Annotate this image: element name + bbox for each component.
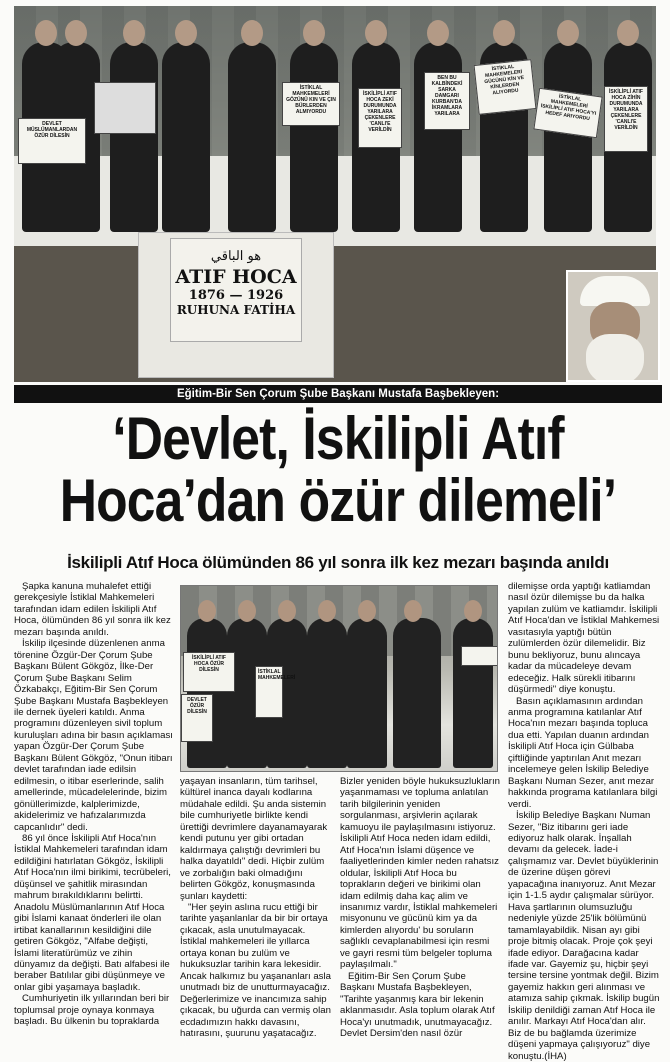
paragraph: Basın açıklamasının ardından anma programına katılanlar Atıf Hoca'nın mezarı başında topluca dua etti. Yapılan duanın ardından İskilipli Atıf Hoca için Gülbaba çiftliğinde yaptırılan Anıt mezarı incelemeye gelen İskilip Belediye Başkanı Numan Sezer, anıt mezar hakkında programa katılanlara bilgi verdi. [508,695,658,810]
person [290,42,338,232]
person [307,618,347,768]
paragraph: Cumhuriyetin ilk yıllarından beri bir toplumsal proje oynaya konmaya başladı. Bu ülkenin bu topraklarda [14,993,170,1028]
paragraph: "Her şeyin aslına rucu ettiği bir tarihte yaşanlanlar da bir bir ortaya çıkacak, asla unutulmayacak. İstiklal mahkemeleri ile yıllarca ortaya konan bu zulüm ve hukuksuzlar tarihin kara lekesidir. Ancak halkımız bu yaşananları asla unutmadı biz de unutturmayacağız. Değerlerimize ve inancımıza sahip çıkacak, bu uğurda can vermiş olan ecdadımızın hakkı davasını, hatırasını, şuurunu yaşatacağız. [180,901,331,1039]
article-column-2 [180,776,334,1039]
article-column-4 [508,581,660,1062]
headline-line-2: Hoca’dan özür dilemeli’ [59,467,617,534]
protest-sign: İSTİKLAL MAHKEMELERİ İSKİLİPLİ ATIF HOCA'YI HEDEF ARIYORDU [533,88,602,138]
person [393,618,441,768]
headline [59,405,617,534]
protest-sign: İSTİKLAL MAHKEMELERİ GÖZÜNÜ KIN VE ÇIN BÜRLERDEN ALMIYORDU [282,82,340,126]
top-photo [14,6,656,382]
protest-sign: İSKİLİPLİ ATIF HOCA ÖZÜR DİLESİN [183,652,235,692]
paragraph: Bizler yeniden böyle hukuksuzlukların yaşanmaması ve topluma anlatılan tarih bilgilerinin yeniden sorgulanması, arşivlerin açılarak kamuoyu ile paylaşılmasını istiyoruz. İskilipli Atıf Hoca neden idam edildi, Atıf Hoca'nın İslami düşence ve faaliyetlerinden kimler neden rahatsız oldular, İskilipli Atıf Hoca bu toprakların değeri ve birikimi olan idam edilmiş daha kaç alim ve insanımız vardır, İstiklal mahkemeleri misyonunu ve gücünü kim ya da kimlerden alıyordu' bu soruların sağlıklı cevaplanabilmesi için resmi ve gayri resmi tüm belgeler topluma paylaşılmalı." [340,776,500,971]
person [162,42,210,232]
paragraph: yaşayan insanların, tüm tarihsel, kültürel inanca dayalı kodlarına müdahale edildi. Şu anda sistemin bile cumhuriyetle birlikte kendi ürettiği devrimlere dayanamayarak kendi putunu yer gibi ortadan kaldırmaya çalıştığı devrimleri bu halka dayatıldı" dedi. Hiçbir zulüm ve zorbalığın baki olmadığını belirten Gökgöz, konuşmasında şunları kaydetti: [180,776,328,902]
protest-sign: İSTİKLAL MAHKEMELERİ GÜCÜNÜ KİN VE KİNLERDEN ALIYORDU [474,59,537,115]
tombstone-years: 1876 — 1926 [188,288,284,303]
person [544,42,592,232]
paragraph: İskilip Belediye Başkanı Numan Sezer, "Biz itibarını geri iade ediyoruz halk olarak. İnşallah devamı da gelecek. İade-i çalışmamız var. Devlet büyüklerinin de üzerine düşen görevi yapacağına inanıyoruz. Anıt Mezar için 1-1.5 aydır çalışmalar sürüyor. Hava şartlarının olumsuzluğu nedeniyle yüzde 25'lik bölümünü tamamlayabildik. Nisan ayı gibi proje bitmiş olacak. Proje çok şeyi ifade ediyor. Darağacına kadar ifade var. Gayemiz şu, hiçbir şeyi tersine tersine yontmak değil. Bizim gayemiz hakkın geri alınması ve atamıza sahip çıkmak. İskilip bugün İskilip denildiği zaman Atıf Hoca ile anılır. Markayı Atıf Hoca'dan alır. Biz de bu bağlamda üzerimize düşeni yapmaya çalışıyoruz" diye konuştu.(İHA) [508,810,660,1062]
paragraph: 86 yıl önce İskilipli Atıf Hoca'nın İstiklal Mahkemeleri tarafından idam edildiğini hatırlatan Gökgöz, İskilipli Atıf Hoca'nın ilmi birikimi, tecrübeleri, düşünsel ve şahitlik mirasından mahrum bırakıldıklarını belirtti. Anadolu Müslümanlarının Atıf Hoca gibi İslami kanaat önderleri ile olan irtibat kanallarının kesildiğini dile getiren Gökgöz, "Alfabe değişti, İslami literatürümüz ve zihin dünyamız da değişti. Batı alfabesi ile beraber Batılılar gibi düşünmeye ve onlar gibi yaşamaya başladık. [14,832,171,993]
dirt-ground [14,246,656,382]
person [187,618,227,768]
subhead-bar: Eğitim-Bir Sen Çorum Şube Başkanı Mustafa Başbekleyen: [14,385,662,403]
article-column-1 [14,581,174,1028]
person [110,42,158,232]
protest-sign: DEVLET MÜSLÜMANLARDAN ÖZÜR DİLESİN [18,118,86,164]
tombstone-name: ATIF HOCA [175,266,297,288]
paper-sheet [461,646,498,666]
paragraph: dilemişse orda yaptığı katliamdan nasıl özür dilemişse bu da halka yapılan zulüm ve katliamdır. İskilipli Atıf Hoca'dan ve İstiklal Mahkemesi vasıtasıyla yaptığı bütün zulümlerden özür dilemelidir. Biz bunu bekliyoruz, bunu alıncaya kadar da mücadeleye devam edeceğiz. Halk sürekli itibarını düşürmedi" diye konuştu. [508,581,660,696]
person [347,618,387,768]
middle-photo [180,585,498,772]
deck: İskilipli Atıf Hoca ölümünden 86 yıl sonra ilk kez mezarı başında anıldı [67,553,609,572]
tombstone-arabic: هو الباقي [210,249,262,264]
paragraph: İskilip ilçesinde düzenlenen anma törenine Özgür-Der Çorum Şube Başkanı Bülent Gökgöz, İlke-Der Çorum Şube Başkanı Selim Özkabakçı, Eğitim-Bir Sen Çorum Şube Başkanı Mustafa Başbekleyen ile dernek üyeleri katıldı. Anma programını düzenleyen sivil toplum kuruluşları adına bir basın açıklaması yapan Özgür-Der Çorum Şube Başkanı Bülent Gökgöz, "Onun itibarı devlet tarafından iade edilsin edilmesin, o itibar eserlerinde, salih amellerinde, mücadelelerinde, bizim gönüllerimizde, kalplerimizde, akidelerimiz ve hafızalarımızda capcanlıdır" dedi. [14,638,173,833]
person [453,618,493,768]
tombstone-inscription: RUHUNA FATİHA [176,303,296,317]
protest-sign: İSTİKLAL MAHKEMELERİ [255,666,283,718]
person [414,42,462,232]
paragraph: Şapka kanuna muhalefet ettiği gerekçesiyle İstiklal Mahkemeleri tarafından idam edilen İskilipli Atıf Hoca, ölümünden 86 yıl sonra ilk kez mezarı başında anıldı. [14,581,171,638]
protest-sign: BEN BU KALBİNDEKİ SARKA DAMGARI KURBAN'DA İKRAMLARA YARILARA [424,72,470,130]
article-column-3 [340,776,502,1039]
portrait-sign [94,82,156,134]
protest-sign: DEVLET ÖZÜR DİLESİN [181,694,213,742]
headline-line-1: ‘Devlet, İskilipli Atıf [112,405,564,472]
person [228,42,276,232]
paragraph: Eğitim-Bir Sen Çorum Şube Başkanı Mustafa Başbekleyen, "Tarihte yaşanmış kara bir lekenin aklanmasıdır. Asla toplum olarak Atıf Hoca'yı unutmadık, unutmayacağız. Devlet Dersim'den nasıl özür [340,970,495,1039]
tombstone [170,238,302,342]
protest-sign: İSKİLİPLİ ATIF HOCA ZİHİN DURUMUNDA YARILARA ÇEKENLERE 'CANLI'E VERİLDİN [604,86,648,152]
portrait-photo [566,270,660,382]
protest-sign: İSKİLİPLİ ATIF HOCA ZEKİ DURUMUNDA YARILARA ÇEKENLERE 'CANLI'E VERİLDİN [358,88,402,148]
